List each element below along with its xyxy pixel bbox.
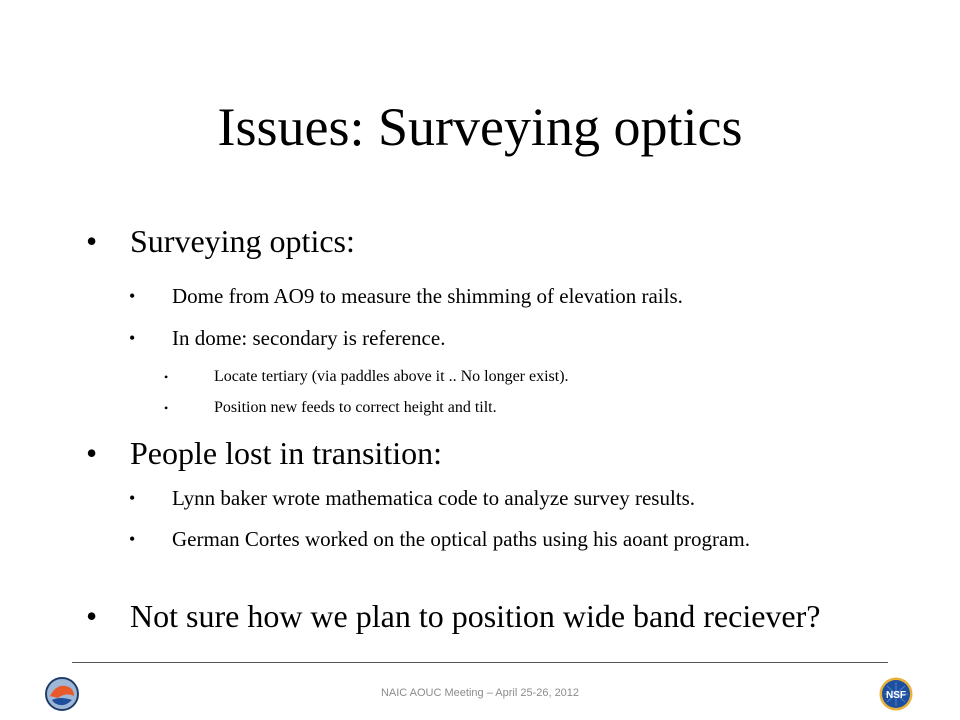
bullet-marker: • (129, 529, 136, 549)
bullet-marker: • (164, 370, 169, 384)
sub-bullet-dome (129, 283, 683, 310)
bullet-marker: • (129, 328, 136, 348)
svg-text:NSF: NSF (886, 690, 906, 701)
bullet-marker: • (86, 223, 98, 259)
footer-divider (72, 662, 888, 663)
sub-sub-bullet-tertiary (164, 367, 569, 387)
bullet-text: In dome: secondary is reference. (172, 326, 446, 350)
footer-text: NAIC AOUC Meeting – April 25-26, 2012 (380, 687, 580, 699)
nsf-logo-icon (878, 676, 914, 712)
sub-bullet-lynn-baker (129, 485, 696, 512)
bullet-text: Lynn baker wrote mathematica code to analyze survey results. (172, 486, 696, 510)
bullet-text: Locate tertiary (via paddles above it .. No longer exist). (214, 368, 569, 385)
bullet-text: German Cortes worked on the optical paths using his aoant program. (172, 527, 750, 551)
bullet-marker: • (86, 598, 98, 634)
sub-bullet-in-dome (129, 325, 446, 352)
bullet-people-lost (86, 434, 442, 472)
sub-bullet-german-cortes (129, 526, 832, 553)
bullet-text: Not sure how we plan to position wide band reciever? (130, 598, 821, 634)
bullet-text: Surveying optics: (130, 223, 355, 259)
bullet-text: People lost in transition: (130, 435, 442, 471)
sub-sub-bullet-feeds (164, 398, 497, 418)
bullet-text: Dome from AO9 to measure the shimming of elevation rails. (172, 284, 683, 308)
bullet-not-sure (86, 597, 821, 635)
bullet-marker: • (129, 286, 136, 306)
slide-title: Issues: Surveying optics (217, 97, 743, 157)
bullet-marker: • (129, 488, 136, 508)
bullet-marker: • (164, 401, 169, 415)
bullet-surveying-optics (86, 222, 355, 260)
bullet-text: Position new feeds to correct height and tilt. (214, 399, 497, 416)
bullet-marker: • (86, 435, 98, 471)
